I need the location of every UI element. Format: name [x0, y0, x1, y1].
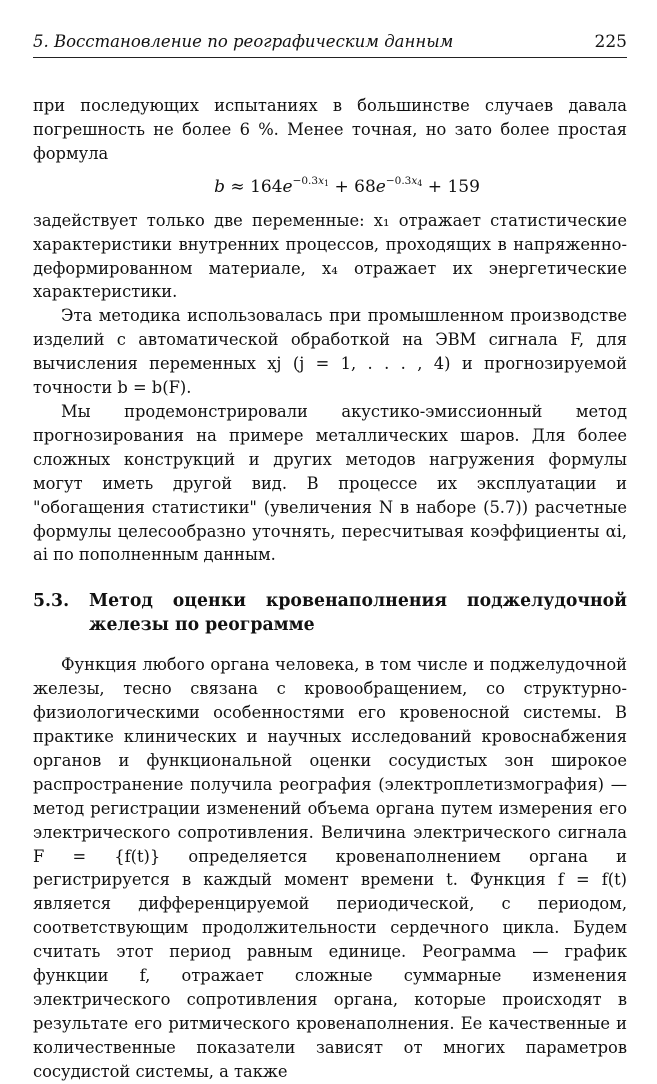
running-title: 5. Восстановление по реографическим данным	[33, 32, 454, 51]
formula-exp2-sub: 4	[417, 178, 423, 188]
formula-plus2: +	[427, 176, 443, 197]
page-number: 225	[594, 32, 627, 52]
formula-const: 159	[447, 176, 480, 197]
paragraph-method-usage: Эта методика использовалась при промышленном производстве изделий с автоматической обработкой на ЭВМ сигнала F, для вычисления переменных xj (j = 1, . . . , 4) и прогнозируемой точности b = b(F).	[33, 306, 627, 398]
header-rule	[33, 57, 627, 58]
formula-e1: e	[282, 176, 293, 197]
paragraph-continuation: при последующих испытаниях в большинстве случаев давала погрешность не более 6 %. Менее точная, но зато более простая формула	[33, 96, 627, 163]
formula-approx-sign: ≈	[230, 176, 245, 197]
formula-exp1-sub: 1	[324, 178, 330, 188]
formula-exp1-var: x	[318, 174, 324, 187]
formula-exp2-factor: −0.3	[385, 174, 412, 187]
formula-b-approximation	[33, 174, 627, 200]
formula-plus1: +	[334, 176, 349, 197]
paragraph-rheography: Функция любого органа человека, в том числе и поджелудочной железы, тесно связана с кровообращением, со структурно-физиологическими особенностями его кровеносной системы. В практике клинических и научных исследований кровоснабжения органов и функциональной оценки сосудистых зон широкое распространение получила реография (электроплетизмография) — метод регистрации изменений объема органа путем измерения его электрического сопротивления. Величина электрического сигнала F = {f(t)} определяется кровенаполнением органа и регистрируется в каждый момент времени t. Функция f = f(t) является дифференцируемой периодической, с периодом, соответствующим продолжительности сердечного цикла. Будем считать этот период равным единице. Реограмма — график функции f, отражает сложные суммарные изменения электрического сопротивления органа, которые происходят в результате его ритмического кровенаполнения. Ее качественные и количественные показатели зависят от многих параметров сосудистой системы, а также	[33, 655, 627, 1081]
formula-e2: e	[375, 176, 386, 197]
section-title: Метод оценки кровенаполнения поджелудочной железы по реограмме	[89, 591, 627, 636]
formula-coef2: 68	[354, 176, 376, 197]
formula-exp2-var: x	[411, 174, 418, 187]
formula-exp1	[293, 175, 330, 187]
formula-exp1-factor: −0.3	[292, 174, 319, 187]
formula-lhs: b	[214, 176, 225, 197]
section-heading	[33, 589, 627, 637]
paragraph-acoustic-emission: Мы продемонстрировали акустико-эмиссионный метод прогнозирования на примере металлических шаров. Для более сложных конструкций и других методов нагружения формулы могут иметь другой вид. В процессе их эксплуатации и "обогащения статистики" (увеличения N в наборе (5.7)) расчетные формулы целесообразно уточнять, пересчитывая коэффициенты αi, ai по пополненным данным.	[33, 401, 627, 565]
running-head	[33, 30, 627, 56]
paragraph-variables: задействует только две переменные: x₁ отражает статистические характеристики внутренних процессов, проходящих в напряженно-деформированном материале, x₄ отражает их энергетические характеристики.	[33, 210, 627, 302]
section-number: 5.3.	[33, 591, 70, 612]
formula-coef1: 164	[250, 176, 283, 197]
formula-exp2	[386, 175, 423, 187]
